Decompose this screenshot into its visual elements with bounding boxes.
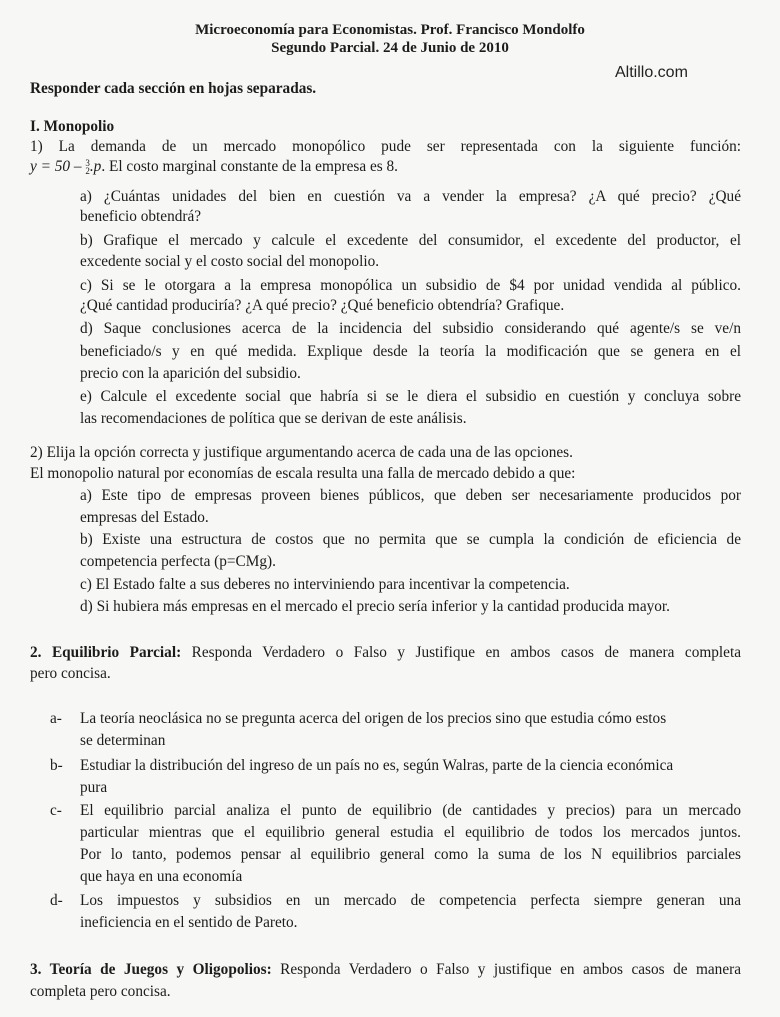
s1-d-line1: d) Saque conclusiones acerca de la incidencia del subsidio considerando qué agente/s se ve/n	[80, 320, 741, 337]
s1-p2-line2: El monopolio natural por economías de escala resulta una falla de mercado debido a que:	[30, 465, 576, 482]
s2-a-line1: La teoría neoclásica no se pregunta acerca del origen de los precios sino que estudia cómo estos	[80, 710, 667, 727]
demand-equation-lhs: y = 50 –	[30, 158, 82, 175]
s1-e-line2: las recomendaciones de política que se derivan de este análisis.	[80, 410, 467, 427]
fraction-denominator: 2	[85, 166, 90, 177]
s2-c-marker: c-	[50, 802, 62, 819]
s2-d-marker: d-	[50, 892, 63, 909]
demand-equation-rest: .p	[89, 158, 102, 175]
s1-b-line1: b) Grafique el mercado y calcule el excedente del consumidor, el excedente del productor, el	[80, 232, 741, 249]
s2-intro-line2: pero concisa.	[30, 665, 111, 682]
s1-c-line2: ¿Qué cantidad produciría? ¿A qué precio? ¿Qué beneficio obtendría? Grafique.	[80, 297, 565, 314]
instruction: Responder cada sección en hojas separadas.	[30, 80, 317, 97]
s1-c-line1: c) Si se le otorgara a la empresa monopólica un subsidio de $4 por unidad vendida al público.	[80, 277, 741, 294]
s1-p1-line1: 1) La demanda de un mercado monopólico pude ser representada con la siguiente función:	[30, 138, 741, 155]
s1-a-line2: beneficio obtendrá?	[80, 208, 202, 225]
s1-option-c: c) El Estado falte a sus deberes no interviniendo para incentivar la competencia.	[80, 576, 570, 593]
section-3-heading: 3. Teoría de Juegos y Oligopolios:	[30, 961, 272, 978]
exam-date-title: Segundo Parcial. 24 de Junio de 2010	[271, 40, 509, 56]
s3-intro-line2: completa pero concisa.	[30, 983, 171, 1000]
s1-option-b-line2: competencia perfecta (p=CMg).	[80, 553, 276, 570]
s2-b-marker: b-	[50, 757, 63, 774]
fraction-numerator: 3	[85, 158, 90, 169]
marginal-cost-text: . El costo marginal constante de la empresa es 8.	[101, 158, 398, 175]
s1-e-line1: e) Calcule el excedente social que habría si se le diera el subsidio en cuestión y concluya sobre	[80, 388, 741, 405]
s2-intro-text: Responda Verdadero o Falso y Justifique en ambos casos de manera completa	[181, 644, 741, 661]
s2-d-line1: Los impuestos y subsidios en un mercado de competencia perfecta siempre generan una	[80, 892, 741, 909]
s1-b-line2: excedente social y el costo social del monopolio.	[80, 253, 380, 270]
s3-intro-text: Responda Verdadero o Falso y justifique en ambos casos de manera	[271, 961, 741, 978]
section-1-heading: I. Monopolio	[30, 118, 115, 135]
s1-a-line1: a) ¿Cuántas unidades del bien en cuestión va a vender la empresa? ¿A qué precio? ¿Qué	[80, 188, 741, 205]
s1-option-d: d) Si hubiera más empresas en el mercado el precio sería inferior y la cantidad producida mayor.	[80, 598, 670, 615]
s2-c-line1: El equilibrio parcial analiza el punto de equilibrio (de cantidades y precios) para un mercado	[80, 802, 741, 819]
s1-p2-line1: 2) Elija la opción correcta y justifique argumentando acerca de cada una de las opciones.	[30, 444, 573, 461]
course-title: Microeconomía para Economistas. Prof. Francisco Mondolfo	[195, 22, 585, 38]
s1-d-line3: precio con la aparición del subsidio.	[80, 365, 301, 382]
section-2-heading: 2. Equilibrio Parcial:	[30, 644, 182, 661]
s1-option-a-line1: a) Este tipo de empresas proveen bienes públicos, que deben ser necesariamente producidos por	[80, 487, 741, 504]
watermark: Altillo.com	[615, 64, 688, 81]
s2-intro-line1	[30, 644, 741, 662]
s2-b-line2: pura	[80, 779, 108, 796]
s1-p1-line2	[30, 158, 398, 176]
s2-c-line3: Por lo tanto, podemos pensar al equilibrio general como la suma de los N equilibrios parciales	[80, 846, 741, 863]
s1-option-a-line2: empresas del Estado.	[80, 509, 209, 526]
s1-option-b-line1: b) Existe una estructura de costos que no permita que se cumpla la condición de eficiencia de	[80, 531, 741, 548]
s2-b-line1: Estudiar la distribución del ingreso de un país no es, según Walras, parte de la ciencia económica	[80, 757, 674, 774]
s2-a-marker: a-	[50, 710, 62, 727]
s2-c-line4: que haya en una economía	[80, 868, 243, 885]
s2-a-line2: se determinan	[80, 732, 166, 749]
s3-intro-line1	[30, 961, 741, 979]
s2-c-line2: particular mientras que el equilibrio general estudia el equilibrio de todos los mercados juntos.	[80, 824, 741, 841]
s1-d-line2: beneficiado/s y en qué medida. Explique desde la teoría la modificación que se genera en el	[80, 343, 741, 360]
s2-d-line2: ineficiencia en el sentido de Pareto.	[80, 914, 298, 931]
